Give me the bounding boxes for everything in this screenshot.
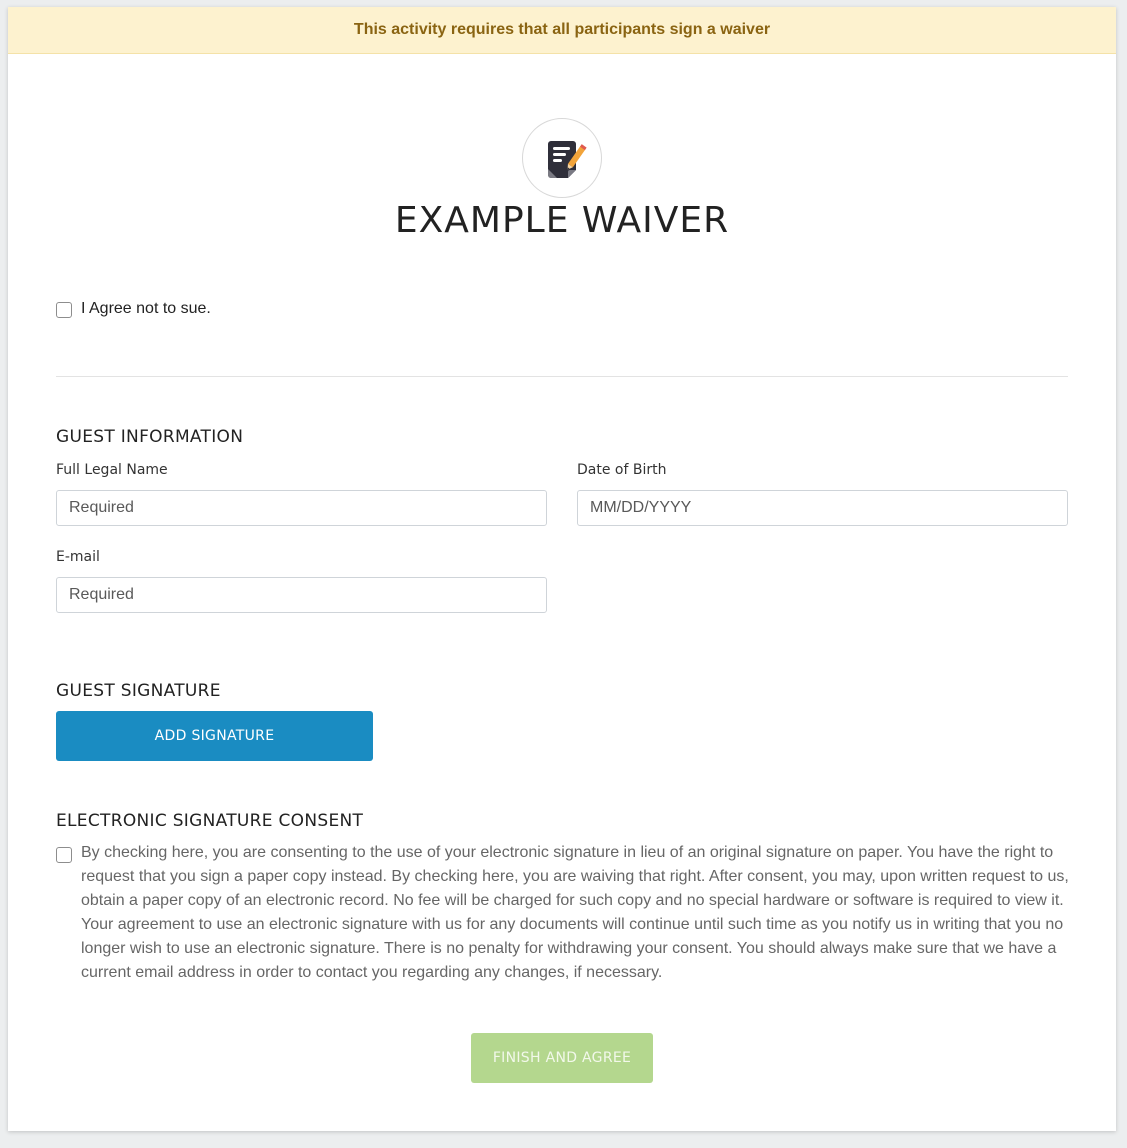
section-divider <box>56 376 1068 377</box>
agree-checkbox[interactable] <box>56 302 72 318</box>
guest-signature-heading: GUEST SIGNATURE <box>56 681 221 701</box>
full-name-label: Full Legal Name <box>56 462 168 478</box>
waiver-logo <box>522 118 602 198</box>
agree-not-to-sue-row[interactable] <box>56 300 211 318</box>
full-name-input[interactable] <box>56 490 547 526</box>
consent-text[interactable]: By checking here, you are consenting to the use of your electronic signature in lieu of an original signature on paper. You have the right to request that you sign a paper copy instead. By checking here, you are waiving that right. After consent, you may, upon written request to us, obtain a paper copy of an electronic record. No fee will be charged for such copy and no special hardware or software is required to view it. Your agreement to use an electronic signature with us for any documents will continue until such time as you notify us in writing that you no longer wish to use an electronic signature. There is no penalty for withdrawing your consent. You should always make sure that we have a current email address in order to contact you regarding any changes, if necessary. <box>81 844 1069 981</box>
waiver-required-banner <box>8 7 1116 54</box>
guest-information-heading: GUEST INFORMATION <box>56 427 244 447</box>
agree-checkbox-label[interactable]: I Agree not to sue. <box>81 300 211 317</box>
banner-text: This activity requires that all participants sign a waiver <box>353 21 771 38</box>
consent-checkbox[interactable] <box>56 847 72 863</box>
email-input[interactable] <box>56 577 547 613</box>
email-label: E-mail <box>56 549 100 565</box>
page-title: EXAMPLE WAIVER <box>394 200 730 241</box>
add-signature-button[interactable]: ADD SIGNATURE <box>56 711 373 761</box>
date-of-birth-input[interactable] <box>577 490 1068 526</box>
electronic-consent-row[interactable] <box>56 845 1071 985</box>
date-of-birth-label: Date of Birth <box>577 462 667 478</box>
finish-and-agree-button[interactable]: FINISH AND AGREE <box>471 1033 653 1083</box>
waiver-card <box>8 7 1116 1131</box>
electronic-consent-heading: ELECTRONIC SIGNATURE CONSENT <box>56 811 364 831</box>
document-pencil-icon <box>537 133 587 183</box>
